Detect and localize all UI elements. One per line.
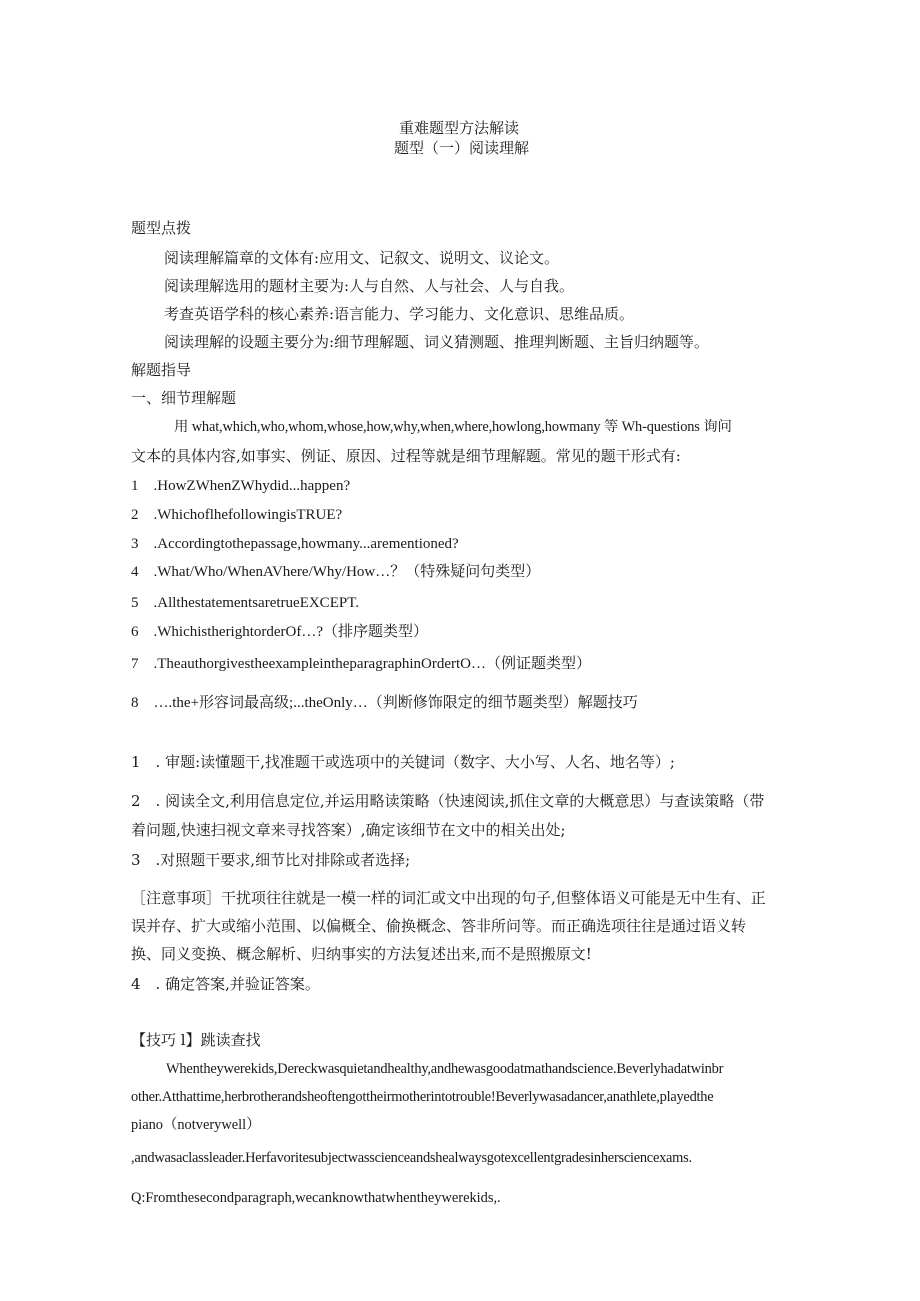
tip-heading: 【技巧 l】跳读查找 — [131, 1031, 261, 1049]
paragraph-line: 阅读理解的设题主要分为:细节理解题、词义猜测题、推理判断题、主旨归纳题等。 — [164, 333, 710, 351]
paragraph-line: 考查英语学科的核心素养:语言能力、学习能力、文化意识、思维品质。 — [164, 305, 635, 323]
page-title: 重难题型方法解读 — [399, 119, 520, 137]
note-text: 误并存、扩大或缩小范围、以偏概全、偷换概念、答非所问等。而正确选项往往是通过语义转 — [131, 917, 747, 935]
note-text: 换、同义变换、概念解析、归纳事实的方法复述出来,而不是照搬原文! — [131, 945, 592, 963]
section-heading: 题型点拨 — [131, 219, 192, 237]
list-item: 4 .What/Who/WhenAVhere/Why/How…？（特殊疑问句类型） — [131, 564, 541, 580]
question-line: Q:Fromthesecondparagraph,wecanknowthatwhentheywerekids,. — [131, 1190, 501, 1206]
step-item: 2 . 阅读全文,利用信息定位,并运用略读策略（快速阅读,抓住文章的大概意思）与查读策略（带 — [131, 792, 765, 810]
list-item: 8 ….the+形容词最高级;...theOnly…（判断修饰限定的细节题类型）解题技巧 — [131, 695, 638, 711]
list-item: 6 .WhichistherightorderOf…?（排序题类型） — [131, 624, 429, 640]
note-text: ［注意事项］干扰项往往就是一模一样的词汇或文中出现的句子,但整体语义可能是无中生有、正 — [131, 889, 766, 907]
paragraph-line: 阅读理解选用的题材主要为:人与自然、人与社会、人与自我。 — [164, 277, 575, 295]
paragraph-line: 用 what,which,who,whom,whose,how,why,when,where,howlong,howmany 等 Wh-questions 询问 — [174, 419, 732, 435]
list-item: 3 .Accordingtothepassage,howmany...arementioned? — [131, 536, 459, 552]
passage-line: other.Atthattime,herbrotherandsheoftengottheirmotherintotrouble!Beverlywasadancer,anathlete,playedthe — [131, 1089, 714, 1105]
step-item: 1 . 审题:读懂题干,找准题干或选项中的关键词（数字、大小写、人名、地名等）; — [131, 753, 675, 771]
paragraph-line: 阅读理解篇章的文体有:应用文、记叙文、说明文、议论文。 — [164, 249, 560, 267]
list-item: 2 .WhichoflhefollowingisTRUE? — [131, 507, 343, 523]
paragraph-line: 文本的具体内容,如事实、例证、原因、过程等就是细节理解题。常见的题干形式有: — [131, 447, 681, 465]
section-heading: 解题指导 — [131, 361, 192, 379]
passage-line: piano（notverywell） — [131, 1117, 261, 1133]
sub-heading: 一、细节理解题 — [131, 389, 237, 407]
step-item: 3 .对照题干要求,细节比对排除或者选择; — [131, 851, 411, 869]
step-item: 4 . 确定答案,并验证答案。 — [131, 975, 320, 993]
step-item: 着问题,快速扫视文章来寻找答案）,确定该细节在文中的相关出处; — [131, 821, 566, 839]
list-item: 1 .HowZWhenZWhydid...happen? — [131, 478, 351, 494]
passage-line: Whentheywerekids,Dereckwasquietandhealthy,andhewasgoodatmathandscience.Beverlyhadatwinbr — [166, 1061, 724, 1077]
list-item: 5 .AllthestatementsaretrueEXCEPT. — [131, 595, 359, 611]
list-item: 7 .TheauthorgivestheexampleintheparagraphinOrdertO…（例证题类型） — [131, 656, 592, 672]
passage-line: ,andwasaclassleader.Herfavoritesubjectwasscienceandshealwaysgotexcellentgradesinhersciencexams. — [131, 1150, 692, 1166]
page-subtitle: 题型（一）阅读理解 — [394, 139, 530, 157]
